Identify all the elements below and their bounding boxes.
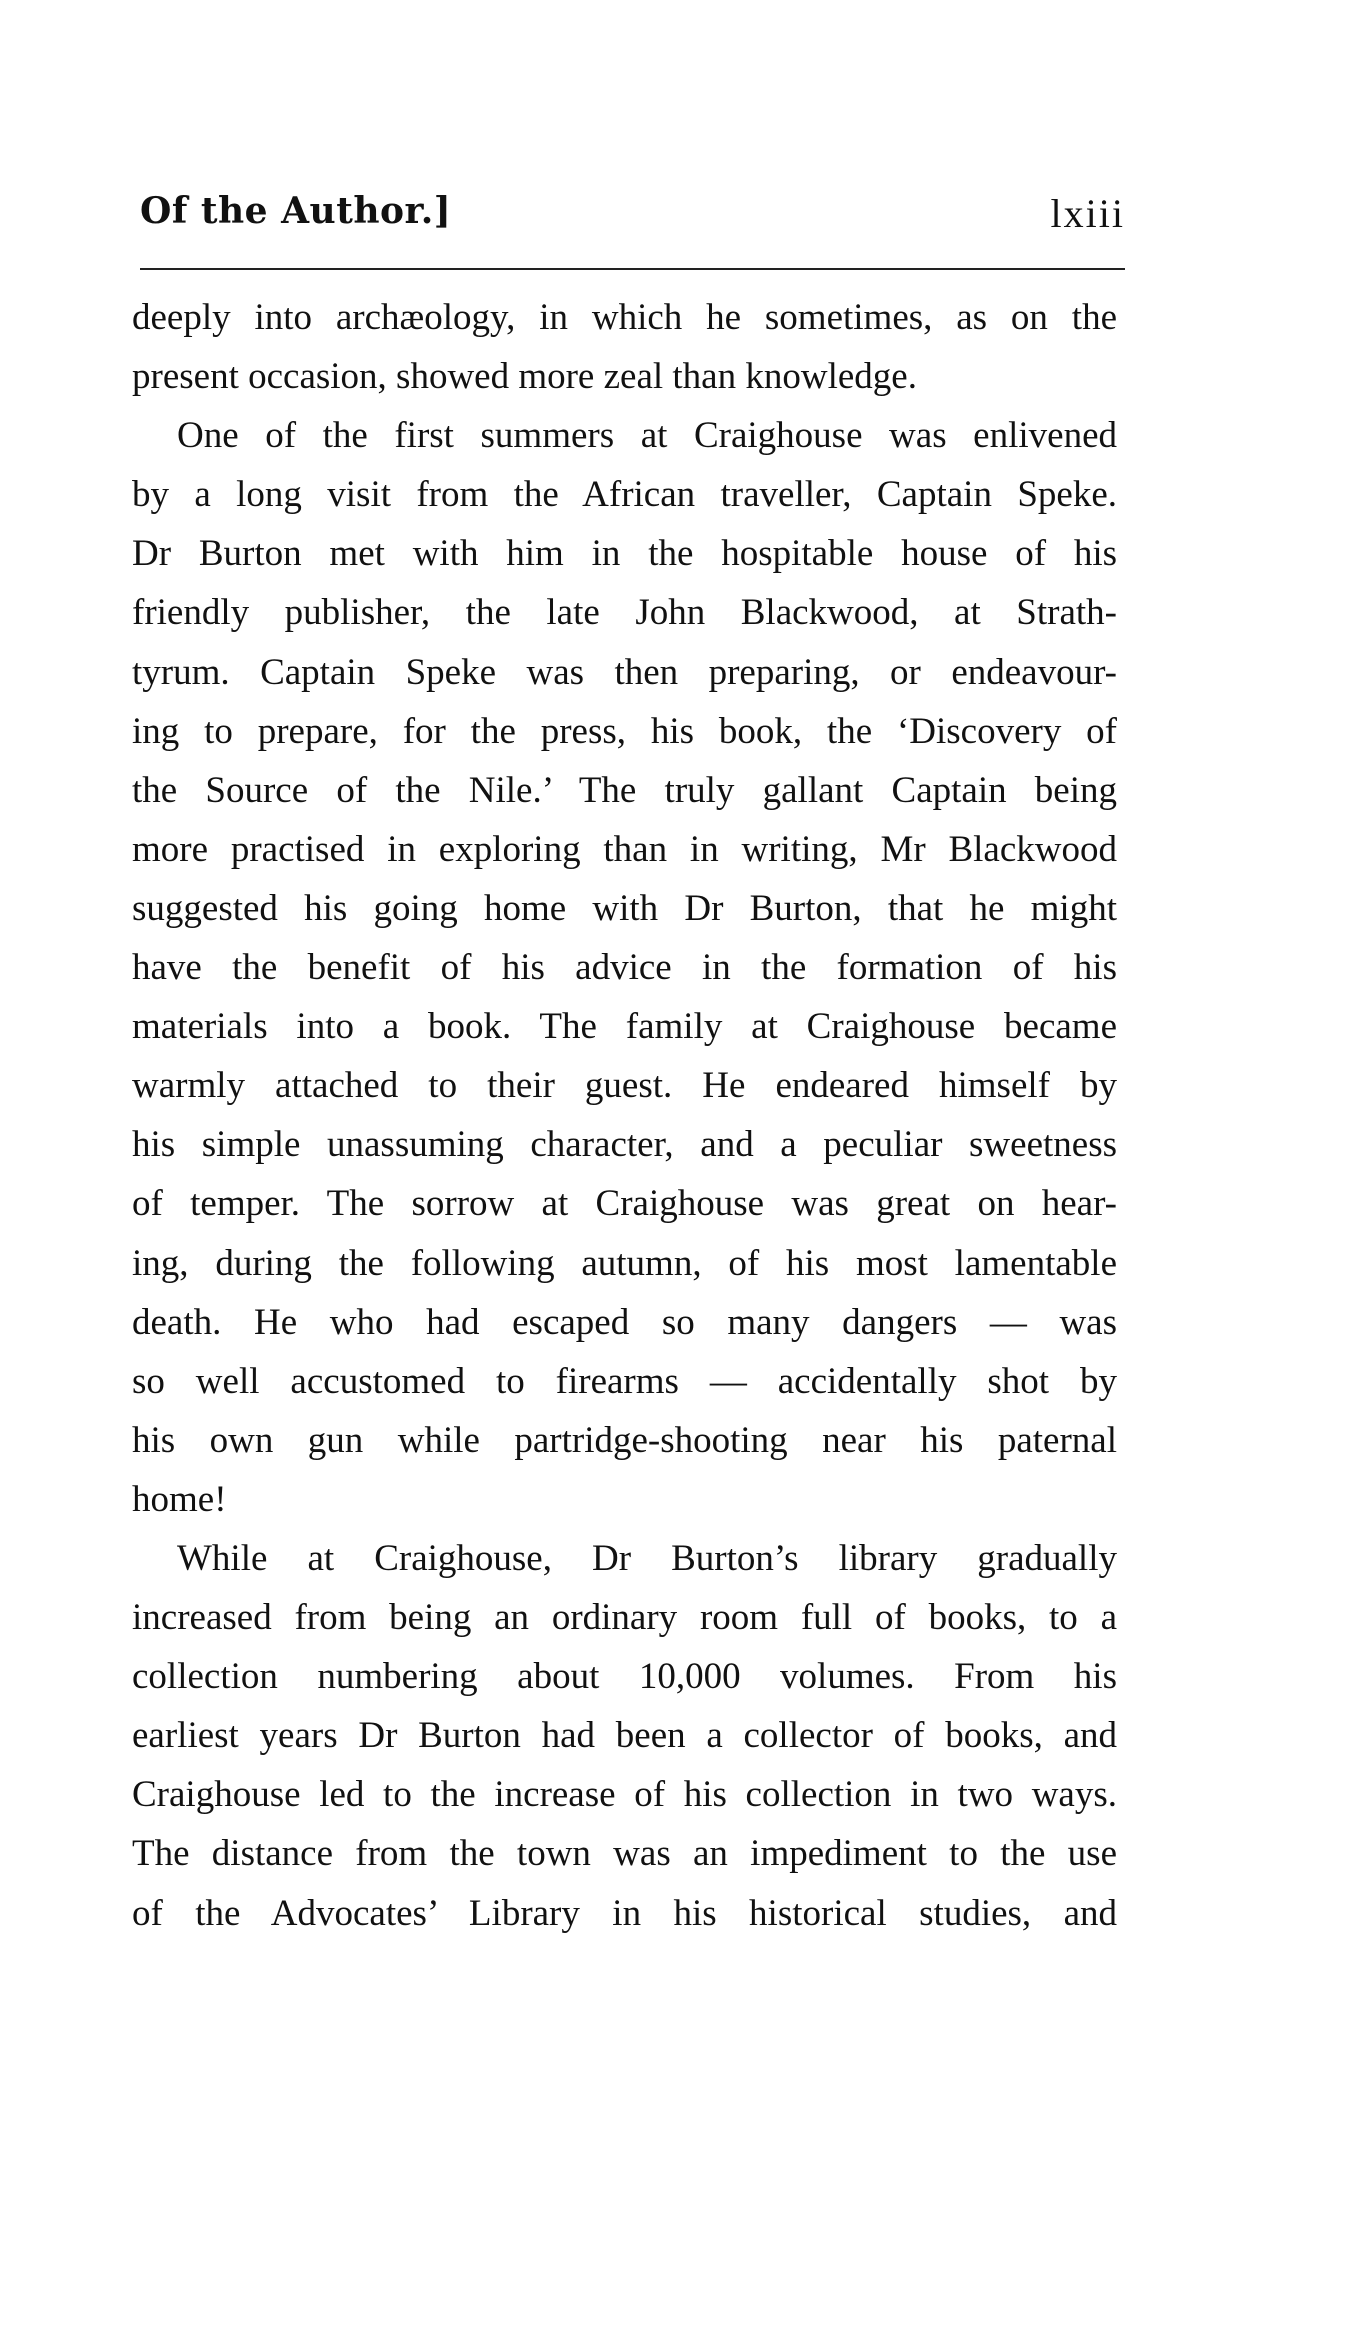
text-line: materials into a book. The family at Craighouse became — [132, 1006, 1117, 1048]
text-line: Dr Burton met with him in the hospitable house of his — [132, 533, 1117, 575]
text-line: so well accustomed to firearms — accidentally shot by — [132, 1360, 1117, 1402]
text-line: suggested his going home with Dr Burton, that he might — [132, 887, 1117, 929]
text-line: While at Craighouse, Dr Burton’s library gradually — [177, 1537, 1117, 1579]
body-text — [132, 288, 1117, 1943]
text-line: ing to prepare, for the press, his book, the ‘Discovery of — [132, 710, 1117, 752]
header-rule — [140, 268, 1125, 270]
text-line: present occasion, showed more zeal than knowledge. — [132, 356, 917, 398]
text-line: Craighouse led to the increase of his collection in two ways. — [132, 1774, 1117, 1816]
text-line: deeply into archæology, in which he sometimes, as on the — [132, 297, 1117, 338]
text-line: The distance from the town was an impediment to the use — [132, 1833, 1117, 1875]
text-line: his simple unassuming character, and a peculiar sweetness — [132, 1124, 1117, 1166]
text-line: One of the first summers at Craighouse was enlivened — [177, 415, 1117, 457]
text-line: tyrum. Captain Speke was then preparing, or endeavour- — [132, 651, 1117, 693]
page-number: lxiii — [1050, 191, 1125, 236]
text-line: the Source of the Nile.’ The truly gallant Captain being — [132, 769, 1117, 811]
text-line: by a long visit from the African traveller, Captain Speke. — [132, 474, 1117, 516]
running-head — [140, 190, 1125, 250]
text-line: of temper. The sorrow at Craighouse was great on hear- — [132, 1183, 1117, 1225]
text-line: have the benefit of his advice in the formation of his — [132, 947, 1117, 989]
text-line: of the Advocates’ Library in his historical studies, and — [132, 1892, 1117, 1934]
running-title: Of the Author.] — [140, 190, 452, 232]
text-line: death. He who had escaped so many dangers — was — [132, 1301, 1117, 1343]
text-line: ing, during the following autumn, of his most lamentable — [132, 1242, 1117, 1284]
text-line: increased from being an ordinary room full of books, to a — [132, 1597, 1117, 1639]
text-line: earliest years Dr Burton had been a collector of books, and — [132, 1715, 1117, 1757]
text-line: warmly attached to their guest. He endeared himself by — [132, 1065, 1117, 1107]
text-line: friendly publisher, the late John Blackwood, at Strath- — [132, 592, 1117, 634]
text-line: collection numbering about 10,000 volumes. From his — [132, 1656, 1117, 1698]
text-line: home! — [132, 1478, 227, 1520]
text-line: more practised in exploring than in writing, Mr Blackwood — [132, 828, 1117, 870]
text-line: his own gun while partridge-shooting near his paternal — [132, 1419, 1117, 1461]
